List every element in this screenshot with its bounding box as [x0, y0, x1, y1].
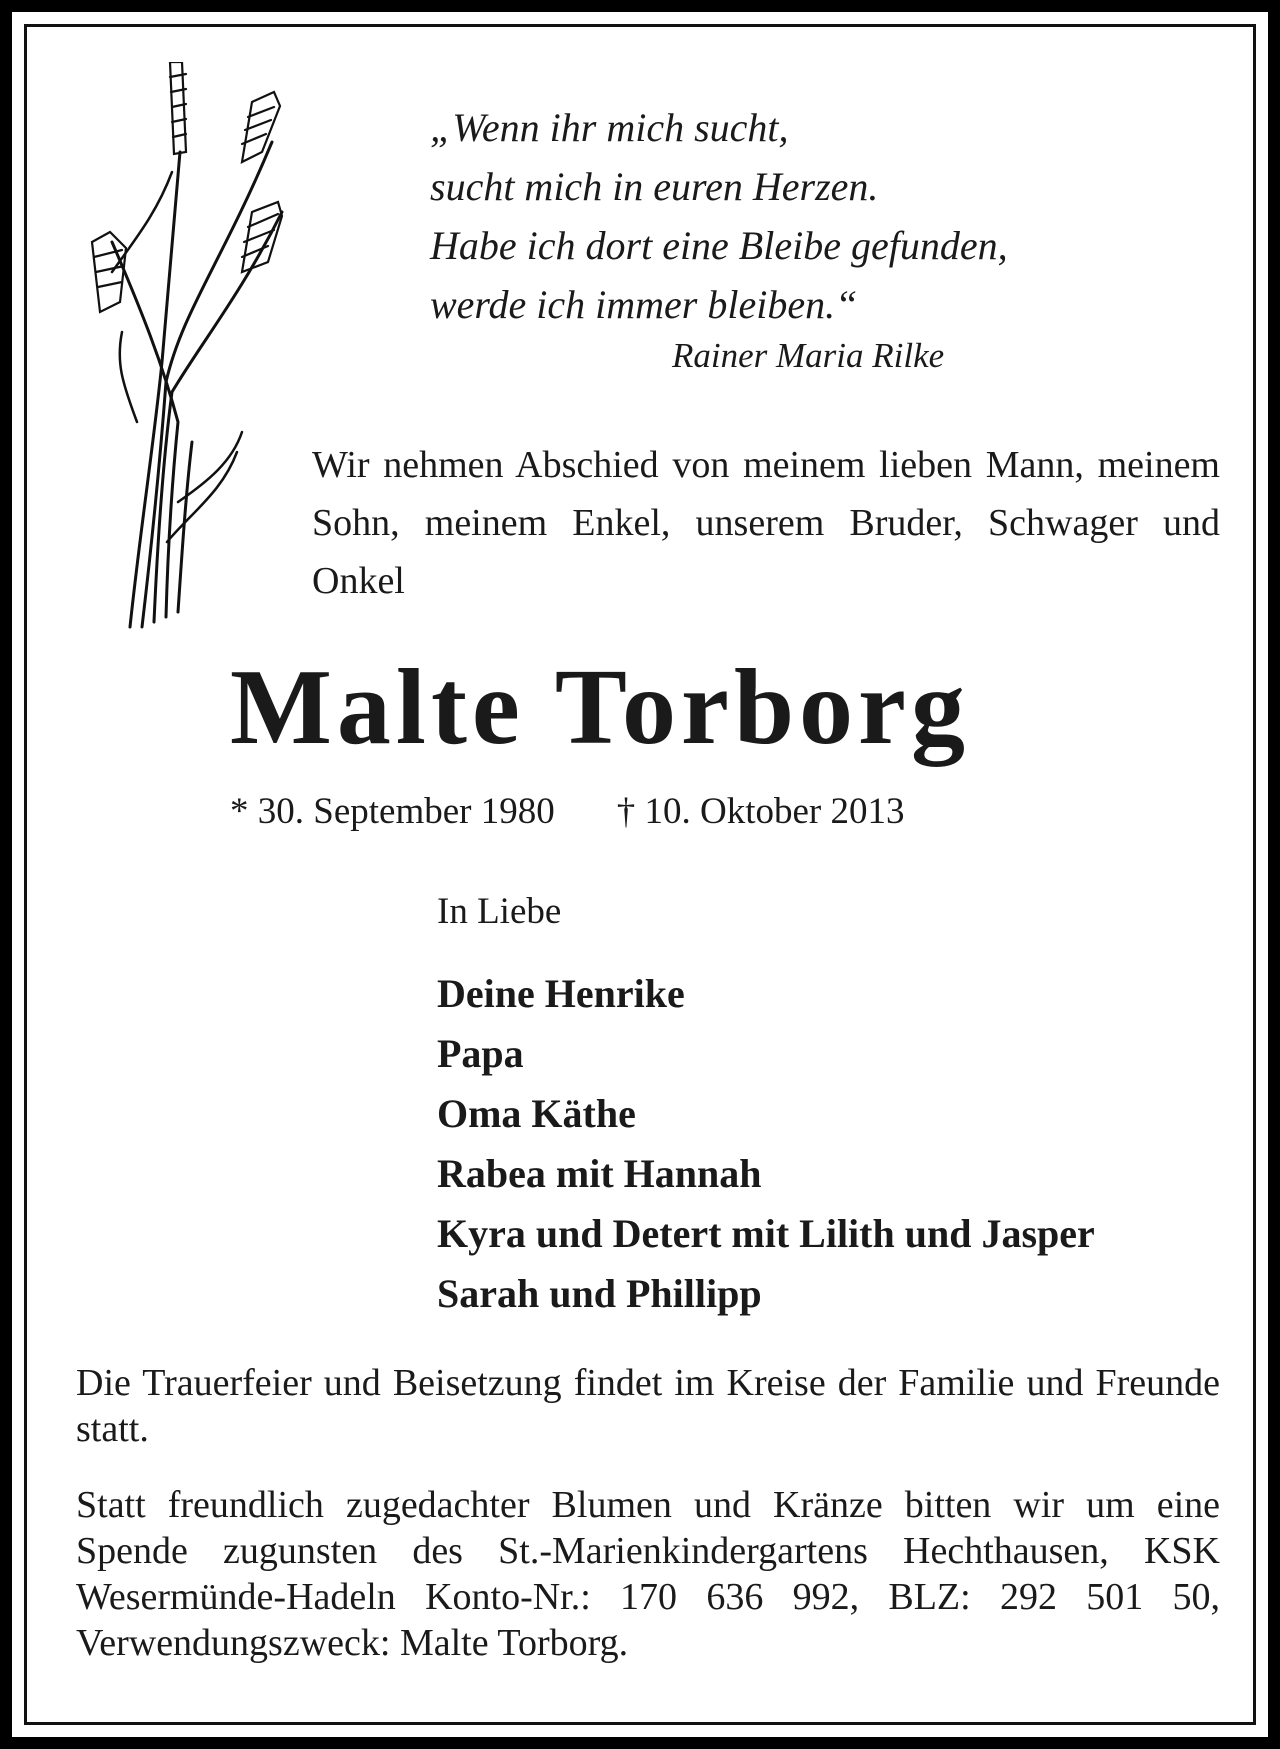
quote-line: sucht mich in euren Herzen.	[430, 164, 879, 209]
rilke-quote	[430, 98, 1008, 334]
death-date: † 10. Oktober 2013	[616, 791, 905, 832]
family-member: Papa	[437, 1031, 524, 1076]
family-member: Oma Käthe	[437, 1091, 636, 1136]
quote-author: Rainer Maria Rilke	[672, 336, 945, 375]
birth-date: * 30. September 1980	[230, 791, 555, 832]
family-list	[437, 964, 1095, 1324]
family-member: Rabea mit Hannah	[437, 1151, 762, 1196]
quote-line: Habe ich dort eine Bleibe gefunden,	[430, 223, 1008, 268]
farewell-intro: Wir nehmen Abschied von meinem lieben Mann, meinem Sohn, meinem Enkel, unserem Bruder, Schwager und Onkel	[312, 444, 1220, 602]
family-member: Deine Henrike	[437, 971, 685, 1016]
quote-line: werde ich immer bleiben.“	[430, 282, 858, 327]
family-member: Kyra und Detert mit Lilith und Jasper	[437, 1211, 1095, 1256]
ceremony-note: Die Trauerfeier und Beisetzung findet im Kreise der Familie und Freunde statt.	[76, 1362, 1220, 1450]
quote-line: „Wenn ihr mich sucht,	[430, 105, 789, 150]
wheat-icon	[82, 62, 312, 632]
donation-note: Statt freundlich zugedachter Blumen und Kränze bitten wir um eine Spende zugunsten des St.-Marienkindergartens Hechthausen, KSK Wesermünde-Hadeln Konto-Nr.: 170 636 992, BLZ: 292 501 50, Verwendungszweck: Malte Torborg.	[76, 1484, 1220, 1664]
family-member: Sarah und Phillipp	[437, 1271, 762, 1316]
in-love-label: In Liebe	[437, 891, 562, 932]
deceased-name: Malte Torborg	[230, 648, 970, 767]
life-dates	[230, 790, 904, 833]
obituary-notice	[10, 10, 1270, 1739]
